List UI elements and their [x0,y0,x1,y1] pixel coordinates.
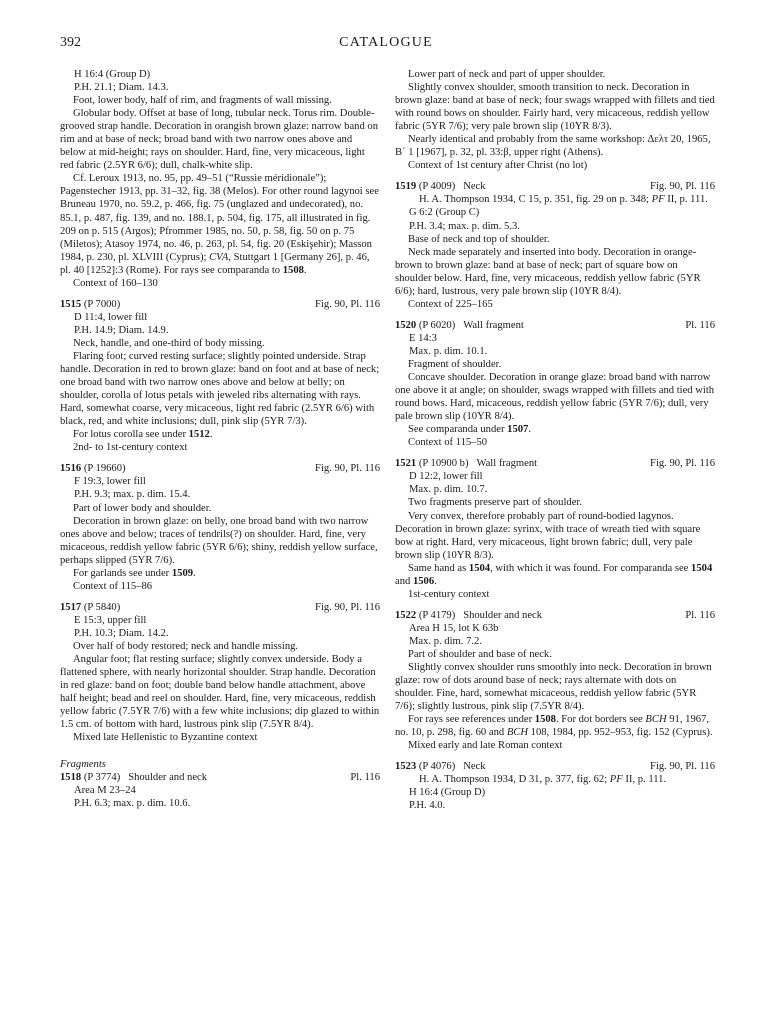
inventory-number: (P 5840) [83,601,121,613]
inventory-number: (P 4179) [418,609,456,621]
page-number: 392 [60,35,81,50]
missing-text: Neck, handle, and one-third of body missing. [73,337,265,349]
provenance-line: D 11:4, lower fill [74,311,148,323]
inventory-number: (P 19660) [83,463,126,475]
provenance-line: Area M 23–24 [74,785,136,797]
entry-heading [60,601,380,614]
comparanda-text: Cf. Leroux 1913, no. 95, pp. 49–51 (“Russie méridionale”); Pagenstecher 1913, pp. 31–32, fig. 38 (Melos). For other round lagynoi see Bruneau 1970, no. 59.2, p. 466, fig. 75 (unglazed and undecorated), no. 85.1, p. 487, fig. 139, and no. 188.1, p. 504, fig. 175, all illustrated in fig. 209 on p. 515 (Argos); Pfrommer 1985, no. 50, p. 58, fig. 50 on p. 75 (Miletos); Atasoy 1974, no. 46, p. 263, pl. 54, fig. 20 (Eskişehir); Masson 1984, p. 230, pl. XLVIII (Cyprus); CVA, Stuttgart 1 [Germany 26], p. 46, pl. 40 [1252]:3 (Rome). For rays see comparanda to 1508. [60,173,379,276]
entry-number: 1520 [395,319,417,331]
note-text: For garlands see under 1509. [73,567,196,579]
figure-plate-ref: Fig. 90, Pl. 116 [315,601,380,613]
figure-plate-ref: Pl. 116 [350,772,380,784]
missing-text: Lower part of neck and part of upper shoulder. [408,69,606,80]
context-text: Context of 115–86 [73,580,153,592]
context-text: Context of 115–50 [408,437,488,449]
cross-reference[interactable]: 1507 [507,424,529,436]
description-text: Slightly convex shoulder runs smoothly into neck. Decoration in brown glaze: row of dots around base of neck; rays alternate with dots on shoulder. Fine, hard, somewhat micaceous, reddish yellow fabric (5YR 7/6); slightly lustrous, pink slip (7.5YR 8/4). [395,662,712,713]
inventory-number: (P 4009) [418,181,456,193]
dimensions-line: Max. p. dim. 7.2. [409,635,482,647]
context-text: Context of 225–165 [408,298,493,310]
entry-number: 1515 [60,298,82,310]
publication-text: H. A. Thompson 1934, C 15, p. 351, fig. 29 on p. 348; PF II, p. 111. [419,194,708,206]
note-text: For rays see references under 1508. For dot borders see BCH 91, 1967, no. 10, p. 298, fig. 60 and BCH 108, 1984, pp. 952–953, fig. 152 (Cyprus). [395,714,713,739]
figure-plate-ref: Fig. 90, Pl. 116 [650,458,715,470]
figure-plate-ref: Fig. 90, Pl. 116 [650,181,715,193]
description-text: Flaring foot; curved resting surface; slightly pointed underside. Strap handle. Decoration in red to brown glaze: band on foot and at base of neck; one broad band with two narrow ones above and below at belly; on shoulder, corolla of lotus petals with jeweled ribs alternating with rays. Hard, somewhat coarse, very micaceous, light red fabric (2.5YR 6/6) with black, red, and white inclusions; dull, pink slip (5YR 7/3). [60,350,380,428]
missing-text: Base of neck and top of shoulder. [408,233,550,245]
figure-plate-ref: Pl. 116 [685,609,715,621]
entry-heading [395,319,715,332]
entry-heading [60,771,380,784]
entry-label: Shoulder and neck [128,772,208,784]
provenance-line: D 12:2, lower fill [409,471,483,483]
parallel-text: Nearly identical and probably from the same workshop: Δελτ 20, 1965, Β΄ 1 [1967], p. 32, pl. 33:β, upper right (Athens). [395,134,711,159]
dimensions-line: P.H. 3.4; max. p. dim. 5.3. [409,220,520,232]
description-text: Slightly convex shoulder, smooth transition to neck. Decoration in brown glaze: band at base of neck; four swags wrapped with fillets and tied with round bows on shoulder. Fairly hard, very micaceous, reddish yellow fabric (5YR 7/6); very pale brown slip (10YR 8/3). [395,82,715,133]
entry-heading [395,457,715,470]
catalogue-entry-1518 [60,771,380,810]
entry-number: 1523 [395,761,417,773]
catalogue-entry-1520 [395,319,715,449]
context-text: Mixed late Hellenistic to Byzantine context [73,732,258,744]
catalogue-entry-1515 [60,298,380,455]
cross-reference[interactable]: 1504 [468,562,491,574]
catalogue-entry-1516 [60,462,380,592]
entry-number: 1518 [60,772,82,784]
context-text: Mixed early and late Roman context [408,740,563,752]
missing-text: Part of shoulder and base of neck. [408,648,552,660]
entry-label: Neck [463,761,486,773]
provenance-line: E 14:3 [409,332,437,344]
entry-heading [395,609,715,622]
figure-plate-ref: Pl. 116 [685,319,715,331]
context-text: 1st-century context [408,588,490,600]
missing-text: Over half of body restored; neck and handle missing. [73,640,299,652]
publication-text: H. A. Thompson 1934, D 31, p. 377, fig. 62; PF II, p. 111. [419,774,667,786]
right-column [395,68,715,813]
catalogue-entry-1517 [60,601,380,745]
page-header [60,36,712,56]
dimensions-line: P.H. 6.3; max. p. dim. 10.6. [74,798,191,810]
entry-heading [395,760,715,773]
context-text: Context of 160–130 [73,277,158,289]
provenance-line: H 16:4 (Group D) [409,787,486,799]
note-text: See comparanda under 1507. [408,424,531,436]
dimensions-line: P.H. 10.3; Diam. 14.2. [74,627,169,639]
catalogue-entry-1519 [395,180,715,310]
description-text: Decoration in brown glaze: on belly, one broad band with two narrow ones above and below; traces of tendrils(?) on shoulder. Hard, fine, very micaceous, reddish yellow fabric (5YR 6/6); shiny, reddish yellow surface, perhaps slipped (5YR 7/6). [60,515,378,566]
cross-reference[interactable]: 1508 [282,264,304,276]
entry-heading [395,180,715,193]
context-text: 2nd- to 1st-century context [73,442,188,454]
entry-label: Wall fragment [463,319,524,331]
dimensions-line: Max. p. dim. 10.7. [409,484,488,496]
inventory-number: (P 4076) [418,761,456,773]
entry-number: 1516 [60,463,82,475]
entry-label: Neck [463,181,486,193]
entry-heading [60,462,380,475]
missing-text: Foot, lower body, half of rim, and fragments of wall missing. [73,95,332,107]
note-text: Same hand as 1504, with which it was found. For comparanda see 1504 and 1506. [395,562,713,587]
dimensions-line: P.H. 4.0. [409,800,446,812]
note-text: For lotus corolla see under 1512. [73,429,213,441]
description-text: Globular body. Offset at base of long, tubular neck. Torus rim. Double-grooved strap handle. Decoration in orangish brown glaze: narrow band on rim and at base of neck; broad band with two narrow ones above and below at mid-height; rays on shoulder. Hard, fine, very micaceous, light red fabric (2.5YR 6/6); dull, chalk-white slip. [60,108,379,172]
provenance-line: E 15:3, upper fill [74,614,147,626]
figure-plate-ref: Fig. 90, Pl. 116 [315,463,380,475]
provenance-line: H 16:4 (Group D) [74,69,151,80]
provenance-line: G 6:2 (Group C) [409,207,480,219]
missing-text: Part of lower body and shoulder. [73,502,212,514]
missing-text: Fragment of shoulder. [408,358,502,370]
section-heading: Fragments [60,759,106,771]
entry-number: 1522 [395,609,417,621]
inventory-number: (P 6020) [418,319,456,331]
catalogue-entry-1522 [395,609,715,753]
provenance-line: F 19:3, lower fill [74,476,146,488]
entry-number: 1517 [60,601,82,613]
provenance-line: Area H 15, lot K 63b [409,622,499,634]
entry-number: 1519 [395,181,417,193]
dimensions-line: P.H. 21.1; Diam. 14.3. [74,82,169,94]
inventory-number: (P 3774) [83,772,121,784]
description-text: Concave shoulder. Decoration in orange glaze: broad band with narrow one above it at angle; on shoulder, swags wrapped with fillets and tied with round bows. Hard, micaceous, reddish yellow fabric (5YR 7/6); dull, very pale brown slip (10YR 8/4). [395,372,715,423]
figure-plate-ref: Fig. 90, Pl. 116 [315,298,380,310]
cross-reference[interactable]: 1508 [534,714,556,726]
dimensions-line: Max. p. dim. 10.1. [409,345,488,357]
inventory-number: (P 10900 b) [418,458,469,470]
inventory-number: (P 7000) [83,298,121,310]
cross-reference[interactable]: 1512 [188,429,210,441]
dimensions-line: P.H. 14.9; Diam. 14.9. [74,324,169,336]
description-text: Very convex, therefore probably part of round-bodied lagynos. Decoration in brown glaze: syrinx, with trace of wreath tied with square bow at right. Hard, very micaceous, light brown fabric; dull, very pale brown slip (10YR 8/3). [395,510,701,561]
entry-label: Wall fragment [476,458,538,470]
running-title: CATALOGUE [339,35,433,50]
entry-number: 1521 [395,458,417,470]
catalogue-entry-1521 [395,457,715,601]
left-column [60,68,380,811]
description-text: Angular foot; flat resting surface; slightly convex underside. Body a flattened sphere, with nearly horizontal shoulder. Strap handle. Decoration in red glaze: band on foot; double band below handle attachment, above half height; bead and reel on shoulder. Hard, fine, very micaceous, reddish yellow fabric (7.5YR 7/6) with a few white inclusions; dip glazed to within 1.5 cm. of bottom with hard, lustrous pink slip (7.5YR 8/4). [60,654,380,731]
cross-reference[interactable]: 1506 [412,575,435,587]
cross-reference[interactable]: 1509 [171,567,194,579]
missing-text: Two fragments preserve part of shoulder. [408,497,582,509]
cross-reference[interactable]: 1504 [691,562,713,574]
entry-label: Shoulder and neck [463,609,543,621]
description-text: Neck made separately and inserted into body. Decoration in orange-brown to brown glaze: band at base of neck; part of square bow on shoulder below. Hard, fine, very micaceous, reddish yellow fabric (5YR 6/6); hard, lustrous, very pale brown slip (10YR 8/4). [395,246,701,297]
catalogue-entry-1523 [395,760,715,812]
figure-plate-ref: Fig. 90, Pl. 116 [650,761,715,773]
context-text: Context of 1st century after Christ (no lot) [408,160,588,172]
dimensions-line: P.H. 9.3; max. p. dim. 15.4. [74,489,191,501]
entry-heading [60,298,380,311]
